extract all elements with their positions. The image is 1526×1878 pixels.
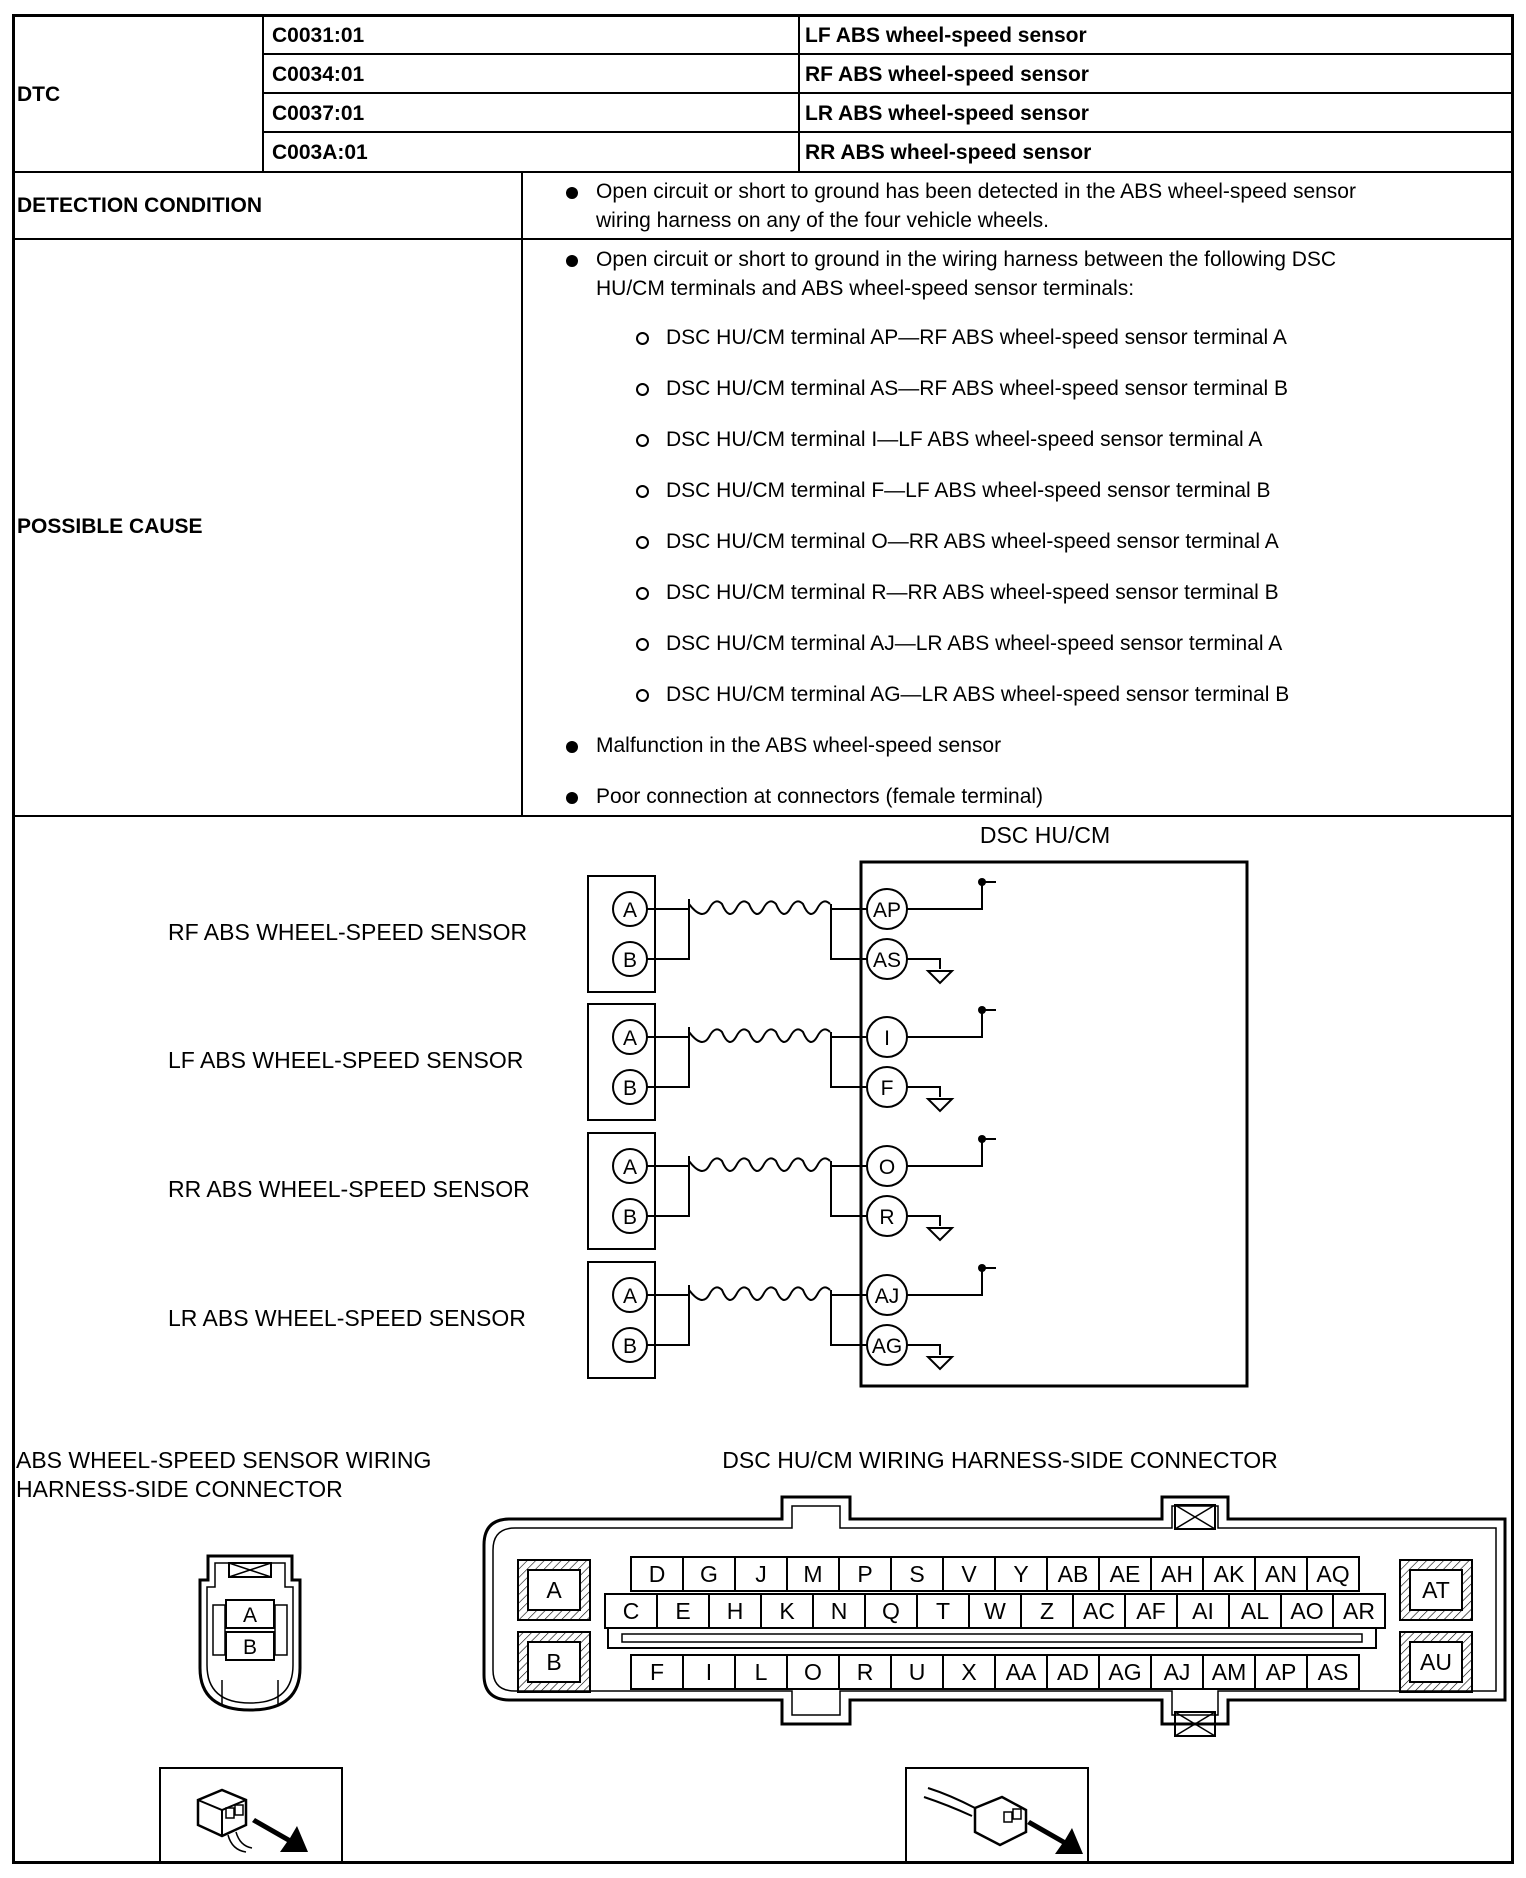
connector-pin-label: AF (1136, 1598, 1166, 1624)
sensor-pin-label: A (622, 1027, 638, 1050)
connector-pin-label: Q (882, 1598, 900, 1624)
connector-pin-label: Y (1013, 1561, 1029, 1587)
sensor-label: LF ABS WHEEL-SPEED SENSOR (168, 1047, 524, 1073)
side-terminal-label: B (546, 1649, 562, 1675)
dtc-code: C0034:01 (272, 63, 365, 86)
module-connector-drawing (484, 1497, 1505, 1736)
twisted-pair-wire (689, 1158, 830, 1171)
module-terminal-label: AP (872, 899, 902, 922)
connector-pin-label: F (649, 1659, 665, 1685)
connector-pin-label: AB (1057, 1561, 1089, 1587)
connector-pin-label: E (675, 1598, 691, 1624)
possible-cause-item: DSC HU/CM terminal O—RR ABS wheel-speed sensor terminal A (666, 530, 1279, 553)
connector-pin-label: P (857, 1561, 873, 1587)
possible-cause-item: DSC HU/CM terminal AS—RF ABS wheel-speed sensor terminal B (666, 377, 1289, 400)
dtc-description: RR ABS wheel-speed sensor (805, 141, 1092, 164)
twisted-pair-wire (689, 1029, 830, 1042)
sensor-circuit-group (168, 1262, 996, 1378)
possible-cause-item: DSC HU/CM terminal AP—RF ABS wheel-speed sensor terminal A (666, 326, 1287, 349)
sensor-pin-label: B (622, 949, 638, 972)
possible-cause-label: POSSIBLE CAUSE (17, 515, 203, 538)
connector-pin-label: AA (1005, 1659, 1037, 1685)
dtc-code: C003A:01 (272, 141, 368, 164)
sensor-label: RR ABS WHEEL-SPEED SENSOR (168, 1176, 530, 1202)
side-terminal-label: A (546, 1577, 562, 1603)
dtc-label: DTC (17, 83, 61, 106)
sensor-connector-drawing (200, 1556, 300, 1710)
connector-pin-label: AR (1343, 1598, 1375, 1624)
connector-pin-label: K (779, 1598, 795, 1624)
possible-cause-intro: HU/CM terminals and ABS wheel-speed sensor terminals: (596, 277, 1135, 300)
module-terminal-label: O (878, 1156, 896, 1179)
junction-dot (978, 878, 986, 886)
connector-pin-label: AD (1057, 1659, 1089, 1685)
connector-pin-label: J (755, 1561, 767, 1587)
sensor-label: LR ABS WHEEL-SPEED SENSOR (168, 1305, 526, 1331)
connector-pin-label: AL (1240, 1598, 1270, 1624)
connector-pin-label: AK (1213, 1561, 1245, 1587)
connector-pin-label: C (622, 1598, 640, 1624)
connector-pin-label: AP (1265, 1659, 1297, 1685)
possible-cause-extra: Malfunction in the ABS wheel-speed sensor (596, 734, 1002, 757)
connector-pin-label: U (908, 1659, 926, 1685)
supply-line (907, 1268, 996, 1295)
sensor-pin-label: B (622, 1077, 638, 1100)
connector-pin-label: M (803, 1561, 823, 1587)
sensor-pin-label: A (622, 1285, 638, 1308)
module-title: DSC HU/CM (979, 822, 1111, 848)
dsc-module-box (861, 862, 1247, 1386)
sensor-connector-pin: B (242, 1636, 258, 1659)
possible-cause-intro: Open circuit or short to ground in the wiring harness between the following DSC (596, 248, 1337, 271)
twisted-pair-wire (689, 901, 830, 914)
connector-pin-label: AO (1290, 1598, 1324, 1624)
sensor-pin-label: B (622, 1335, 638, 1358)
connector-pin-label: R (856, 1659, 874, 1685)
connector-pin-label: L (754, 1659, 768, 1685)
possible-cause-item: DSC HU/CM terminal F—LF ABS wheel-speed sensor terminal B (666, 479, 1271, 502)
sensor-circuit-group (168, 1004, 996, 1120)
possible-cause-item: DSC HU/CM terminal I—LF ABS wheel-speed sensor terminal A (666, 428, 1263, 451)
junction-dot (978, 1264, 986, 1272)
sensor-circuit-group (168, 876, 996, 992)
sensor-pin-label: A (622, 1156, 638, 1179)
connector-pin-label: AG (1108, 1659, 1142, 1685)
dtc-code: C0031:01 (272, 24, 365, 47)
module-terminal-label: AG (871, 1335, 903, 1358)
connector-pin-label: AS (1317, 1659, 1349, 1685)
ground-icon (928, 1099, 952, 1111)
connector-pin-label: AH (1161, 1561, 1193, 1587)
connector-pin-label: I (705, 1659, 713, 1685)
connector-pin-label: X (961, 1659, 977, 1685)
junction-dot (978, 1135, 986, 1143)
dtc-code: C0037:01 (272, 102, 365, 125)
connector-pin-label: AQ (1316, 1561, 1350, 1587)
module-terminal-label: F (880, 1077, 894, 1100)
sensor-connector-title: HARNESS-SIDE CONNECTOR (16, 1476, 343, 1502)
side-terminal-label: AT (1422, 1577, 1450, 1603)
dtc-description: LR ABS wheel-speed sensor (805, 102, 1089, 125)
connector-pin-label: S (909, 1561, 925, 1587)
ground-icon (928, 971, 952, 983)
connector-pin-label: Z (1039, 1598, 1055, 1624)
possible-cause-extra: Poor connection at connectors (female terminal) (596, 785, 1044, 808)
connector-pin-label: AJ (1163, 1659, 1191, 1685)
supply-line (907, 1010, 996, 1037)
ground-icon (928, 1357, 952, 1369)
supply-line (907, 882, 996, 909)
connector-pin-label: T (935, 1598, 951, 1624)
sensor-pin-label: B (622, 1206, 638, 1229)
possible-cause-item: DSC HU/CM terminal AG—LR ABS wheel-speed sensor terminal B (666, 683, 1290, 706)
ground-icon (928, 1228, 952, 1240)
dtc-description: LF ABS wheel-speed sensor (805, 24, 1087, 47)
sensor-connector-pin: A (242, 1604, 258, 1627)
connector-pin-label: N (830, 1598, 848, 1624)
twisted-pair-wire (689, 1287, 830, 1300)
connector-pin-label: AN (1265, 1561, 1297, 1587)
connector-pin-label: O (804, 1659, 822, 1685)
detection-text-line: Open circuit or short to ground has been detected in the ABS wheel-speed sensor (596, 180, 1356, 203)
connector-pin-label: AE (1109, 1561, 1141, 1587)
module-terminal-label: AJ (874, 1285, 900, 1308)
sensor-connector-view-icon (160, 1768, 342, 1862)
connector-pin-label: D (648, 1561, 666, 1587)
module-terminal-label: R (879, 1206, 895, 1229)
dtc-description: RF ABS wheel-speed sensor (805, 63, 1089, 86)
sensor-circuit-group (168, 1133, 996, 1249)
connector-pin-label: AM (1211, 1659, 1247, 1685)
possible-cause-item: DSC HU/CM terminal AJ—LR ABS wheel-speed sensor terminal A (666, 632, 1283, 655)
connector-pin-label: H (726, 1598, 744, 1624)
side-terminal-label: AU (1420, 1649, 1452, 1675)
supply-line (907, 1139, 996, 1166)
connector-pin-label: AI (1192, 1598, 1214, 1624)
sensor-label: RF ABS WHEEL-SPEED SENSOR (168, 919, 528, 945)
sensor-pin-label: A (622, 899, 638, 922)
connector-pin-label: AC (1083, 1598, 1115, 1624)
connector-pin-label: V (961, 1561, 977, 1587)
module-connector-title: DSC HU/CM WIRING HARNESS-SIDE CONNECTOR (722, 1447, 1278, 1473)
junction-dot (978, 1006, 986, 1014)
possible-cause-item: DSC HU/CM terminal R—RR ABS wheel-speed sensor terminal B (666, 581, 1279, 604)
sensor-connector-title: ABS WHEEL-SPEED SENSOR WIRING (16, 1447, 432, 1473)
module-terminal-label: AS (872, 949, 902, 972)
connector-pin-label: W (984, 1598, 1006, 1624)
connector-pin-label: G (700, 1561, 718, 1587)
module-connector-view-icon (906, 1768, 1088, 1862)
module-terminal-label: I (884, 1027, 890, 1050)
detection-condition-label: DETECTION CONDITION (17, 194, 262, 217)
detection-text-line: wiring harness on any of the four vehicle wheels. (596, 209, 1049, 232)
